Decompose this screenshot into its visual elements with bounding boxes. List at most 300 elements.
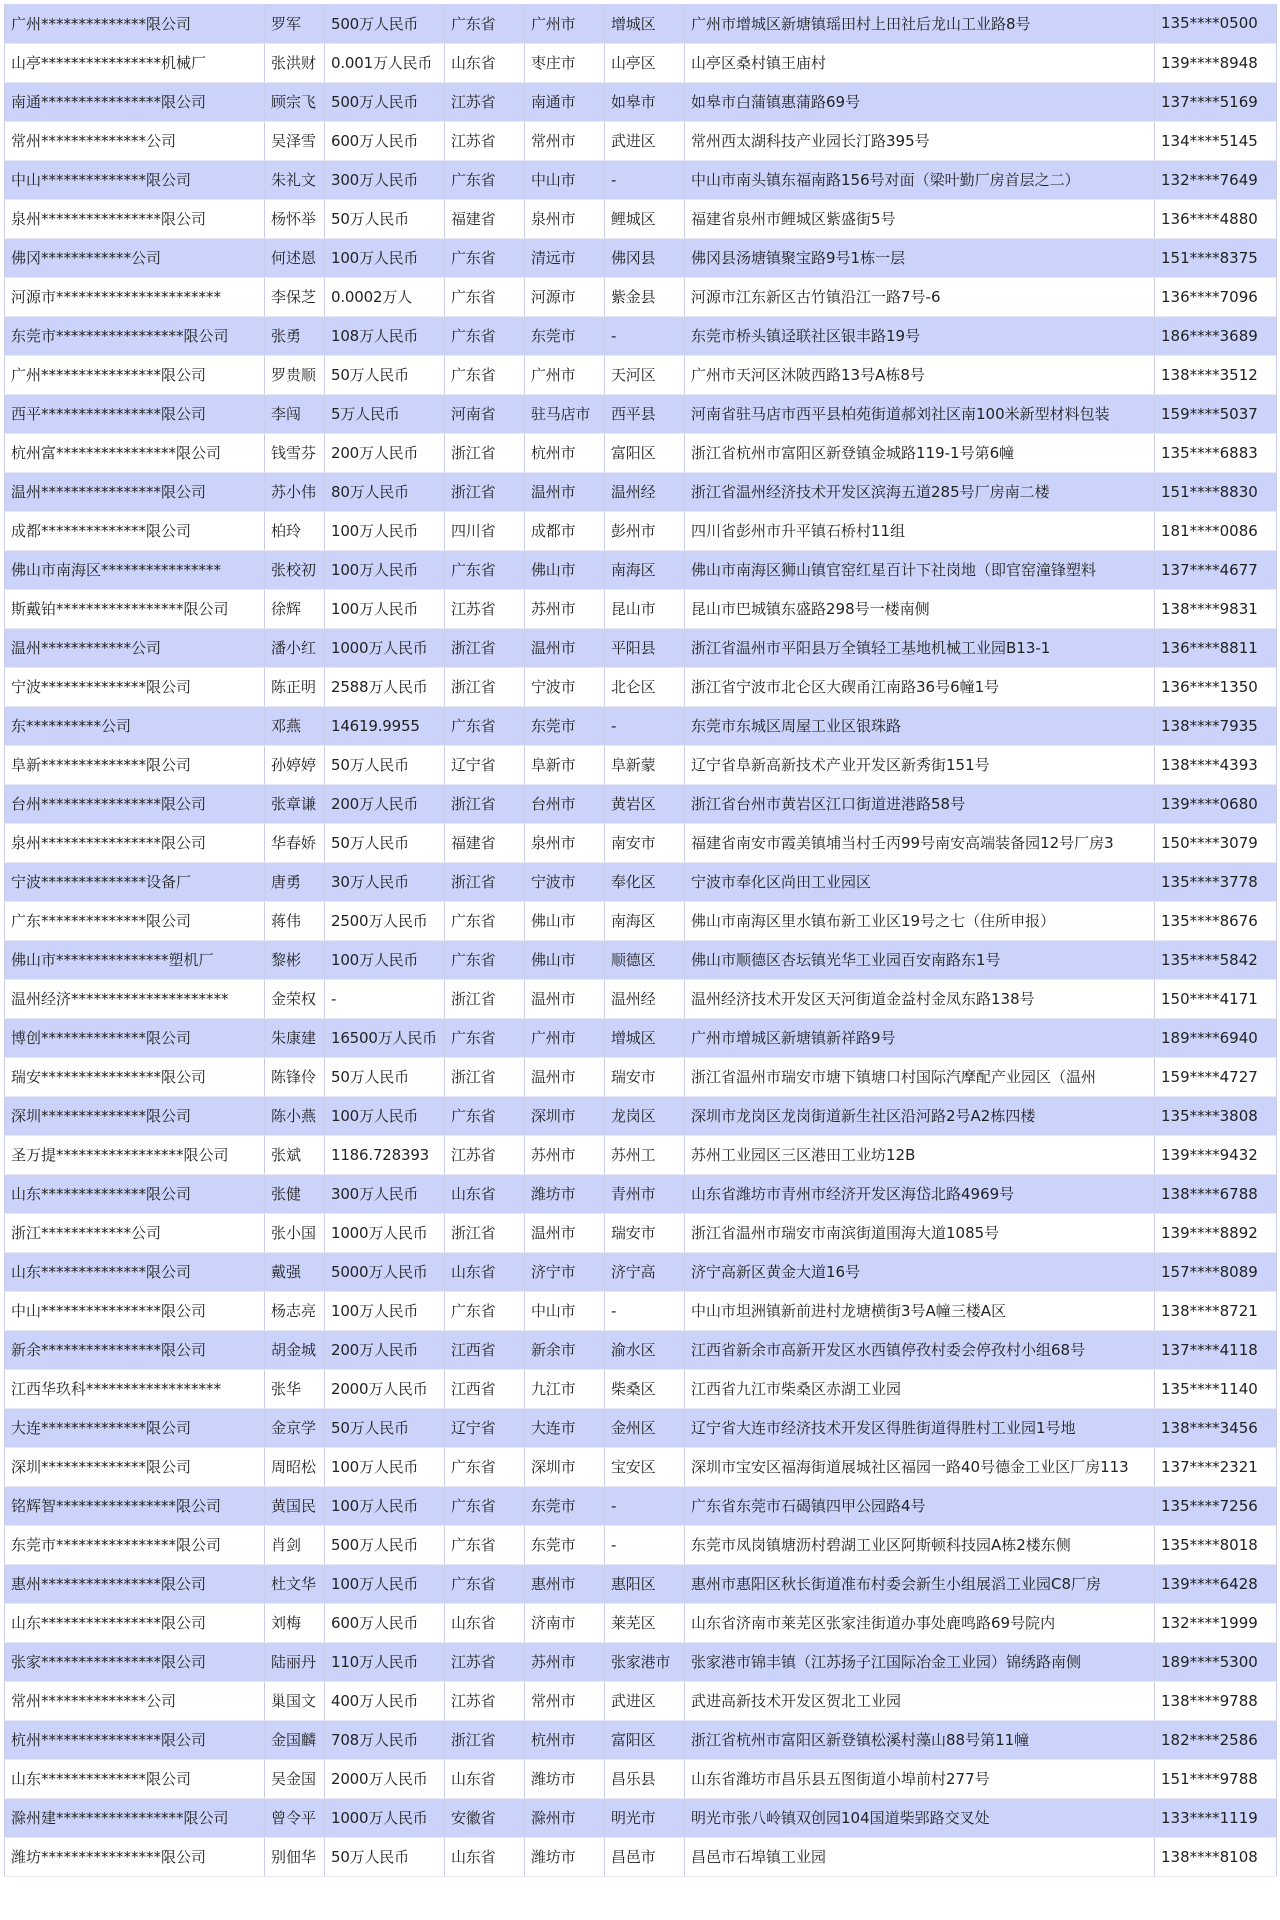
table-row bbox=[5, 589, 1277, 628]
registered-capital-cell: 80万人民币 bbox=[325, 472, 445, 511]
district-cell: 昌乐县 bbox=[605, 1759, 685, 1798]
legal-rep-cell: 潘小红 bbox=[265, 628, 325, 667]
city-cell: 清远市 bbox=[525, 238, 605, 277]
registered-capital-cell: 100万人民币 bbox=[325, 550, 445, 589]
registered-capital-cell: 100万人民币 bbox=[325, 1564, 445, 1603]
legal-rep-cell: 戴强 bbox=[265, 1252, 325, 1291]
registered-capital-cell: 1000万人民币 bbox=[325, 1213, 445, 1252]
table-row bbox=[5, 862, 1277, 901]
province-cell: 四川省 bbox=[445, 511, 525, 550]
registered-capital-cell: 1000万人民币 bbox=[325, 1798, 445, 1837]
city-cell: 泉州市 bbox=[525, 823, 605, 862]
city-cell: 大连市 bbox=[525, 1408, 605, 1447]
city-cell: 佛山市 bbox=[525, 550, 605, 589]
address-cell: 宁波市奉化区尚田工业园区 bbox=[685, 862, 1155, 901]
city-cell: 枣庄市 bbox=[525, 43, 605, 82]
company-name-cell: 中山****************限公司 bbox=[5, 1291, 265, 1330]
table-row bbox=[5, 706, 1277, 745]
address-cell: 浙江省温州经济技术开发区滨海五道285号厂房南二楼 bbox=[685, 472, 1155, 511]
province-cell: 福建省 bbox=[445, 823, 525, 862]
address-cell: 广州市增城区新塘镇瑶田村上田社后龙山工业路8号 bbox=[685, 4, 1155, 43]
address-cell: 东莞市桥头镇迳联社区银丰路19号 bbox=[685, 316, 1155, 355]
table-row bbox=[5, 1642, 1277, 1681]
company-name-cell: 滁州建*****************限公司 bbox=[5, 1798, 265, 1837]
registered-capital-cell: 0.0002万人 bbox=[325, 277, 445, 316]
table-row bbox=[5, 940, 1277, 979]
district-cell: 温州经 bbox=[605, 472, 685, 511]
address-cell: 辽宁省阜新高新技术产业开发区新秀街151号 bbox=[685, 745, 1155, 784]
phone-cell: 135****3778 bbox=[1155, 862, 1277, 901]
legal-rep-cell: 杜文华 bbox=[265, 1564, 325, 1603]
province-cell: 浙江省 bbox=[445, 472, 525, 511]
district-cell: 瑞安市 bbox=[605, 1213, 685, 1252]
table-row bbox=[5, 550, 1277, 589]
legal-rep-cell: 华春娇 bbox=[265, 823, 325, 862]
province-cell: 广东省 bbox=[445, 1525, 525, 1564]
table-row bbox=[5, 1135, 1277, 1174]
city-cell: 九江市 bbox=[525, 1369, 605, 1408]
legal-rep-cell: 金国麟 bbox=[265, 1720, 325, 1759]
phone-cell: 133****1119 bbox=[1155, 1798, 1277, 1837]
district-cell: 增城区 bbox=[605, 4, 685, 43]
district-cell: 南海区 bbox=[605, 901, 685, 940]
table-row bbox=[5, 1369, 1277, 1408]
company-name-cell: 台州****************限公司 bbox=[5, 784, 265, 823]
city-cell: 温州市 bbox=[525, 1057, 605, 1096]
registered-capital-cell: 100万人民币 bbox=[325, 1447, 445, 1486]
phone-cell: 157****8089 bbox=[1155, 1252, 1277, 1291]
phone-cell: 189****6940 bbox=[1155, 1018, 1277, 1057]
address-cell: 苏州工业园区三区港田工业坊12B bbox=[685, 1135, 1155, 1174]
table-row bbox=[5, 784, 1277, 823]
registered-capital-cell: 14619.9955 bbox=[325, 706, 445, 745]
table-row bbox=[5, 433, 1277, 472]
province-cell: 山东省 bbox=[445, 1837, 525, 1876]
company-name-cell: 圣万提*****************限公司 bbox=[5, 1135, 265, 1174]
city-cell: 驻马店市 bbox=[525, 394, 605, 433]
registered-capital-cell: 2000万人民币 bbox=[325, 1369, 445, 1408]
city-cell: 台州市 bbox=[525, 784, 605, 823]
district-cell: 莱芜区 bbox=[605, 1603, 685, 1642]
phone-cell: 135****3808 bbox=[1155, 1096, 1277, 1135]
registered-capital-cell: 200万人民币 bbox=[325, 1330, 445, 1369]
city-cell: 新余市 bbox=[525, 1330, 605, 1369]
table-row bbox=[5, 1096, 1277, 1135]
district-cell: 富阳区 bbox=[605, 1720, 685, 1759]
registered-capital-cell: 100万人民币 bbox=[325, 1096, 445, 1135]
table-row bbox=[5, 1213, 1277, 1252]
phone-cell: 135****1140 bbox=[1155, 1369, 1277, 1408]
district-cell: 如皋市 bbox=[605, 82, 685, 121]
table-row bbox=[5, 745, 1277, 784]
registered-capital-cell: 500万人民币 bbox=[325, 4, 445, 43]
registered-capital-cell: 400万人民币 bbox=[325, 1681, 445, 1720]
table-row bbox=[5, 160, 1277, 199]
phone-cell: 137****4118 bbox=[1155, 1330, 1277, 1369]
table-row bbox=[5, 979, 1277, 1018]
city-cell: 宁波市 bbox=[525, 862, 605, 901]
province-cell: 辽宁省 bbox=[445, 1408, 525, 1447]
phone-cell: 137****5169 bbox=[1155, 82, 1277, 121]
table-row bbox=[5, 1486, 1277, 1525]
province-cell: 广东省 bbox=[445, 1486, 525, 1525]
city-cell: 深圳市 bbox=[525, 1447, 605, 1486]
address-cell: 福建省泉州市鲤城区紫盛街5号 bbox=[685, 199, 1155, 238]
company-name-cell: 深圳**************限公司 bbox=[5, 1096, 265, 1135]
city-cell: 东莞市 bbox=[525, 1486, 605, 1525]
district-cell: 鲤城区 bbox=[605, 199, 685, 238]
address-cell: 如皋市白蒲镇惠蒲路69号 bbox=[685, 82, 1155, 121]
company-table-container bbox=[4, 4, 1276, 1877]
table-row bbox=[5, 1720, 1277, 1759]
company-name-cell: 宁波**************限公司 bbox=[5, 667, 265, 706]
province-cell: 浙江省 bbox=[445, 1213, 525, 1252]
legal-rep-cell: 罗军 bbox=[265, 4, 325, 43]
phone-cell: 159****5037 bbox=[1155, 394, 1277, 433]
table-row bbox=[5, 1252, 1277, 1291]
registered-capital-cell: 5万人民币 bbox=[325, 394, 445, 433]
address-cell: 辽宁省大连市经济技术开发区得胜街道得胜村工业园1号地 bbox=[685, 1408, 1155, 1447]
city-cell: 广州市 bbox=[525, 4, 605, 43]
phone-cell: 136****8811 bbox=[1155, 628, 1277, 667]
registered-capital-cell: 1000万人民币 bbox=[325, 628, 445, 667]
legal-rep-cell: 何述恩 bbox=[265, 238, 325, 277]
phone-cell: 182****2586 bbox=[1155, 1720, 1277, 1759]
province-cell: 山东省 bbox=[445, 1252, 525, 1291]
city-cell: 阜新市 bbox=[525, 745, 605, 784]
phone-cell: 139****6428 bbox=[1155, 1564, 1277, 1603]
province-cell: 江西省 bbox=[445, 1369, 525, 1408]
table-row bbox=[5, 1525, 1277, 1564]
city-cell: 河源市 bbox=[525, 277, 605, 316]
address-cell: 明光市张八岭镇双创园104国道柴郢路交叉处 bbox=[685, 1798, 1155, 1837]
company-name-cell: 东**********公司 bbox=[5, 706, 265, 745]
legal-rep-cell: 巢国文 bbox=[265, 1681, 325, 1720]
city-cell: 苏州市 bbox=[525, 1135, 605, 1174]
city-cell: 东莞市 bbox=[525, 706, 605, 745]
province-cell: 广东省 bbox=[445, 1018, 525, 1057]
company-name-cell: 中山**************限公司 bbox=[5, 160, 265, 199]
table-row bbox=[5, 1291, 1277, 1330]
table-row bbox=[5, 1759, 1277, 1798]
registered-capital-cell: 1186.728393 bbox=[325, 1135, 445, 1174]
phone-cell: 135****8018 bbox=[1155, 1525, 1277, 1564]
city-cell: 佛山市 bbox=[525, 940, 605, 979]
district-cell: 西平县 bbox=[605, 394, 685, 433]
city-cell: 南通市 bbox=[525, 82, 605, 121]
address-cell: 广州市天河区沐陂西路13号A栋8号 bbox=[685, 355, 1155, 394]
district-cell: 平阳县 bbox=[605, 628, 685, 667]
district-cell: - bbox=[605, 1525, 685, 1564]
registered-capital-cell: 500万人民币 bbox=[325, 1525, 445, 1564]
phone-cell: 139****8948 bbox=[1155, 43, 1277, 82]
province-cell: 山东省 bbox=[445, 1174, 525, 1213]
legal-rep-cell: 杨怀举 bbox=[265, 199, 325, 238]
city-cell: 常州市 bbox=[525, 121, 605, 160]
address-cell: 河南省驻马店市西平县柏苑街道郝刘社区南100米新型材料包装 bbox=[685, 394, 1155, 433]
table-row bbox=[5, 511, 1277, 550]
legal-rep-cell: 别佃华 bbox=[265, 1837, 325, 1876]
phone-cell: 159****4727 bbox=[1155, 1057, 1277, 1096]
address-cell: 佛山市顺德区杏坛镇光华工业园百安南路东1号 bbox=[685, 940, 1155, 979]
phone-cell: 138****8108 bbox=[1155, 1837, 1277, 1876]
registered-capital-cell: 100万人民币 bbox=[325, 238, 445, 277]
table-row bbox=[5, 277, 1277, 316]
city-cell: 济宁市 bbox=[525, 1252, 605, 1291]
table-row bbox=[5, 1408, 1277, 1447]
legal-rep-cell: 邓燕 bbox=[265, 706, 325, 745]
province-cell: 广东省 bbox=[445, 160, 525, 199]
phone-cell: 135****7256 bbox=[1155, 1486, 1277, 1525]
address-cell: 浙江省杭州市富阳区新登镇松溪村藻山88号第11幢 bbox=[685, 1720, 1155, 1759]
legal-rep-cell: 周昭松 bbox=[265, 1447, 325, 1486]
address-cell: 常州西太湖科技产业园长汀路395号 bbox=[685, 121, 1155, 160]
company-name-cell: 山东**************限公司 bbox=[5, 1174, 265, 1213]
company-name-cell: 新余****************限公司 bbox=[5, 1330, 265, 1369]
city-cell: 泉州市 bbox=[525, 199, 605, 238]
company-name-cell: 铭辉智****************限公司 bbox=[5, 1486, 265, 1525]
table-row bbox=[5, 1018, 1277, 1057]
province-cell: 浙江省 bbox=[445, 862, 525, 901]
district-cell: 昌邑市 bbox=[605, 1837, 685, 1876]
city-cell: 中山市 bbox=[525, 1291, 605, 1330]
address-cell: 浙江省台州市黄岩区江口街道进港路58号 bbox=[685, 784, 1155, 823]
address-cell: 佛山市南海区狮山镇官窑红星百计下社岗地（即官窑潼锋塑料 bbox=[685, 550, 1155, 589]
phone-cell: 150****4171 bbox=[1155, 979, 1277, 1018]
phone-cell: 132****7649 bbox=[1155, 160, 1277, 199]
company-name-cell: 山东**************限公司 bbox=[5, 1759, 265, 1798]
company-name-cell: 张家****************限公司 bbox=[5, 1642, 265, 1681]
district-cell: 彭州市 bbox=[605, 511, 685, 550]
phone-cell: 150****3079 bbox=[1155, 823, 1277, 862]
legal-rep-cell: 胡金城 bbox=[265, 1330, 325, 1369]
address-cell: 福建省南安市霞美镇埔当村壬丙99号南安高端装备园12号厂房3 bbox=[685, 823, 1155, 862]
company-name-cell: 广州**************限公司 bbox=[5, 4, 265, 43]
company-name-cell: 常州**************公司 bbox=[5, 121, 265, 160]
city-cell: 杭州市 bbox=[525, 433, 605, 472]
company-name-cell: 斯戴铂*****************限公司 bbox=[5, 589, 265, 628]
address-cell: 浙江省温州市平阳县万全镇轻工基地机械工业园B13-1 bbox=[685, 628, 1155, 667]
province-cell: 安徽省 bbox=[445, 1798, 525, 1837]
district-cell: 龙岗区 bbox=[605, 1096, 685, 1135]
phone-cell: 138****9788 bbox=[1155, 1681, 1277, 1720]
city-cell: 温州市 bbox=[525, 628, 605, 667]
address-cell: 浙江省温州市瑞安市南滨街道围海大道1085号 bbox=[685, 1213, 1155, 1252]
address-cell: 佛冈县汤塘镇聚宝路9号1栋一层 bbox=[685, 238, 1155, 277]
company-name-cell: 深圳**************限公司 bbox=[5, 1447, 265, 1486]
registered-capital-cell: 300万人民币 bbox=[325, 1174, 445, 1213]
address-cell: 深圳市龙岗区龙岗街道新生社区沿河路2号A2栋四楼 bbox=[685, 1096, 1155, 1135]
address-cell: 昌邑市石埠镇工业园 bbox=[685, 1837, 1155, 1876]
registered-capital-cell: - bbox=[325, 979, 445, 1018]
table-row bbox=[5, 121, 1277, 160]
legal-rep-cell: 张校初 bbox=[265, 550, 325, 589]
address-cell: 济宁高新区黄金大道16号 bbox=[685, 1252, 1155, 1291]
company-name-cell: 西平****************限公司 bbox=[5, 394, 265, 433]
registered-capital-cell: 100万人民币 bbox=[325, 1486, 445, 1525]
legal-rep-cell: 刘梅 bbox=[265, 1603, 325, 1642]
phone-cell: 135****6883 bbox=[1155, 433, 1277, 472]
registered-capital-cell: 600万人民币 bbox=[325, 1603, 445, 1642]
province-cell: 广东省 bbox=[445, 238, 525, 277]
province-cell: 山东省 bbox=[445, 1603, 525, 1642]
registered-capital-cell: 50万人民币 bbox=[325, 745, 445, 784]
legal-rep-cell: 朱礼文 bbox=[265, 160, 325, 199]
legal-rep-cell: 金荣权 bbox=[265, 979, 325, 1018]
company-name-cell: 佛山市南海区**************** bbox=[5, 550, 265, 589]
legal-rep-cell: 罗贵顺 bbox=[265, 355, 325, 394]
company-name-cell: 成都**************限公司 bbox=[5, 511, 265, 550]
province-cell: 广东省 bbox=[445, 1447, 525, 1486]
district-cell: 张家港市 bbox=[605, 1642, 685, 1681]
address-cell: 武进高新技术开发区贺北工业园 bbox=[685, 1681, 1155, 1720]
district-cell: 南安市 bbox=[605, 823, 685, 862]
district-cell: - bbox=[605, 1486, 685, 1525]
registered-capital-cell: 100万人民币 bbox=[325, 940, 445, 979]
province-cell: 江苏省 bbox=[445, 589, 525, 628]
company-name-cell: 山东**************限公司 bbox=[5, 1252, 265, 1291]
table-row bbox=[5, 199, 1277, 238]
city-cell: 苏州市 bbox=[525, 1642, 605, 1681]
phone-cell: 135****0500 bbox=[1155, 4, 1277, 43]
company-name-cell: 东莞市*****************限公司 bbox=[5, 316, 265, 355]
table-row bbox=[5, 1174, 1277, 1213]
phone-cell: 138****7935 bbox=[1155, 706, 1277, 745]
city-cell: 深圳市 bbox=[525, 1096, 605, 1135]
district-cell: 富阳区 bbox=[605, 433, 685, 472]
district-cell: 武进区 bbox=[605, 1681, 685, 1720]
company-name-cell: 东莞市****************限公司 bbox=[5, 1525, 265, 1564]
legal-rep-cell: 吴金国 bbox=[265, 1759, 325, 1798]
table-row bbox=[5, 43, 1277, 82]
registered-capital-cell: 16500万人民币 bbox=[325, 1018, 445, 1057]
registered-capital-cell: 50万人民币 bbox=[325, 355, 445, 394]
address-cell: 山东省潍坊市昌乐县五图街道小埠前村277号 bbox=[685, 1759, 1155, 1798]
legal-rep-cell: 陈锋伶 bbox=[265, 1057, 325, 1096]
legal-rep-cell: 陈正明 bbox=[265, 667, 325, 706]
district-cell: 昆山市 bbox=[605, 589, 685, 628]
legal-rep-cell: 张健 bbox=[265, 1174, 325, 1213]
address-cell: 山东省潍坊市青州市经济开发区海岱北路4969号 bbox=[685, 1174, 1155, 1213]
phone-cell: 132****1999 bbox=[1155, 1603, 1277, 1642]
legal-rep-cell: 张章谦 bbox=[265, 784, 325, 823]
legal-rep-cell: 顾宗飞 bbox=[265, 82, 325, 121]
registered-capital-cell: 600万人民币 bbox=[325, 121, 445, 160]
legal-rep-cell: 金京学 bbox=[265, 1408, 325, 1447]
legal-rep-cell: 孙婷婷 bbox=[265, 745, 325, 784]
province-cell: 浙江省 bbox=[445, 1720, 525, 1759]
phone-cell: 151****8830 bbox=[1155, 472, 1277, 511]
city-cell: 成都市 bbox=[525, 511, 605, 550]
company-name-cell: 山东****************限公司 bbox=[5, 1603, 265, 1642]
table-row bbox=[5, 355, 1277, 394]
company-name-cell: 惠州****************限公司 bbox=[5, 1564, 265, 1603]
phone-cell: 137****2321 bbox=[1155, 1447, 1277, 1486]
address-cell: 浙江省杭州市富阳区新登镇金城路119-1号第6幢 bbox=[685, 433, 1155, 472]
company-name-cell: 浙江************公司 bbox=[5, 1213, 265, 1252]
company-name-cell: 山亭****************机械厂 bbox=[5, 43, 265, 82]
province-cell: 广东省 bbox=[445, 901, 525, 940]
company-name-cell: 阜新**************限公司 bbox=[5, 745, 265, 784]
district-cell: 增城区 bbox=[605, 1018, 685, 1057]
legal-rep-cell: 唐勇 bbox=[265, 862, 325, 901]
legal-rep-cell: 朱康建 bbox=[265, 1018, 325, 1057]
province-cell: 浙江省 bbox=[445, 784, 525, 823]
district-cell: 渝水区 bbox=[605, 1330, 685, 1369]
province-cell: 江苏省 bbox=[445, 1681, 525, 1720]
registered-capital-cell: 100万人民币 bbox=[325, 589, 445, 628]
city-cell: 广州市 bbox=[525, 1018, 605, 1057]
company-name-cell: 大连**************限公司 bbox=[5, 1408, 265, 1447]
province-cell: 江西省 bbox=[445, 1330, 525, 1369]
district-cell: 佛冈县 bbox=[605, 238, 685, 277]
district-cell: 天河区 bbox=[605, 355, 685, 394]
province-cell: 山东省 bbox=[445, 43, 525, 82]
phone-cell: 136****1350 bbox=[1155, 667, 1277, 706]
address-cell: 四川省彭州市升平镇石桥村11组 bbox=[685, 511, 1155, 550]
city-cell: 苏州市 bbox=[525, 589, 605, 628]
city-cell: 惠州市 bbox=[525, 1564, 605, 1603]
table-row bbox=[5, 394, 1277, 433]
province-cell: 江苏省 bbox=[445, 82, 525, 121]
table-row bbox=[5, 1603, 1277, 1642]
district-cell: 瑞安市 bbox=[605, 1057, 685, 1096]
district-cell: 青州市 bbox=[605, 1174, 685, 1213]
phone-cell: 136****4880 bbox=[1155, 199, 1277, 238]
address-cell: 中山市南头镇东福南路156号对面（梁叶勤厂房首层之二） bbox=[685, 160, 1155, 199]
address-cell: 江西省九江市柴桑区赤湖工业园 bbox=[685, 1369, 1155, 1408]
province-cell: 山东省 bbox=[445, 1759, 525, 1798]
province-cell: 广东省 bbox=[445, 316, 525, 355]
province-cell: 浙江省 bbox=[445, 979, 525, 1018]
table-row bbox=[5, 1798, 1277, 1837]
province-cell: 江苏省 bbox=[445, 1135, 525, 1174]
district-cell: 温州经 bbox=[605, 979, 685, 1018]
city-cell: 常州市 bbox=[525, 1681, 605, 1720]
phone-cell: 136****7096 bbox=[1155, 277, 1277, 316]
registered-capital-cell: 100万人民币 bbox=[325, 1291, 445, 1330]
registered-capital-cell: 200万人民币 bbox=[325, 433, 445, 472]
registered-capital-cell: 50万人民币 bbox=[325, 823, 445, 862]
legal-rep-cell: 曾令平 bbox=[265, 1798, 325, 1837]
city-cell: 温州市 bbox=[525, 979, 605, 1018]
address-cell: 佛山市南海区里水镇布新工业区19号之七（住所申报） bbox=[685, 901, 1155, 940]
table-row bbox=[5, 472, 1277, 511]
address-cell: 广州市增城区新塘镇新祥路9号 bbox=[685, 1018, 1155, 1057]
company-name-cell: 宁波**************设备厂 bbox=[5, 862, 265, 901]
phone-cell: 138****4393 bbox=[1155, 745, 1277, 784]
registered-capital-cell: 2500万人民币 bbox=[325, 901, 445, 940]
city-cell: 东莞市 bbox=[525, 1525, 605, 1564]
phone-cell: 135****5842 bbox=[1155, 940, 1277, 979]
city-cell: 潍坊市 bbox=[525, 1174, 605, 1213]
table-row bbox=[5, 82, 1277, 121]
registered-capital-cell: 108万人民币 bbox=[325, 316, 445, 355]
table-row bbox=[5, 238, 1277, 277]
address-cell: 温州经济技术开发区天河街道金益村金凤东路138号 bbox=[685, 979, 1155, 1018]
table-row bbox=[5, 1837, 1277, 1876]
legal-rep-cell: 陆丽丹 bbox=[265, 1642, 325, 1681]
legal-rep-cell: 黎彬 bbox=[265, 940, 325, 979]
phone-cell: 138****3512 bbox=[1155, 355, 1277, 394]
phone-cell: 186****3689 bbox=[1155, 316, 1277, 355]
phone-cell: 139****8892 bbox=[1155, 1213, 1277, 1252]
company-name-cell: 江西华玖科****************** bbox=[5, 1369, 265, 1408]
district-cell: 苏州工 bbox=[605, 1135, 685, 1174]
province-cell: 河南省 bbox=[445, 394, 525, 433]
address-cell: 广东省东莞市石碣镇四甲公园路4号 bbox=[685, 1486, 1155, 1525]
district-cell: - bbox=[605, 160, 685, 199]
